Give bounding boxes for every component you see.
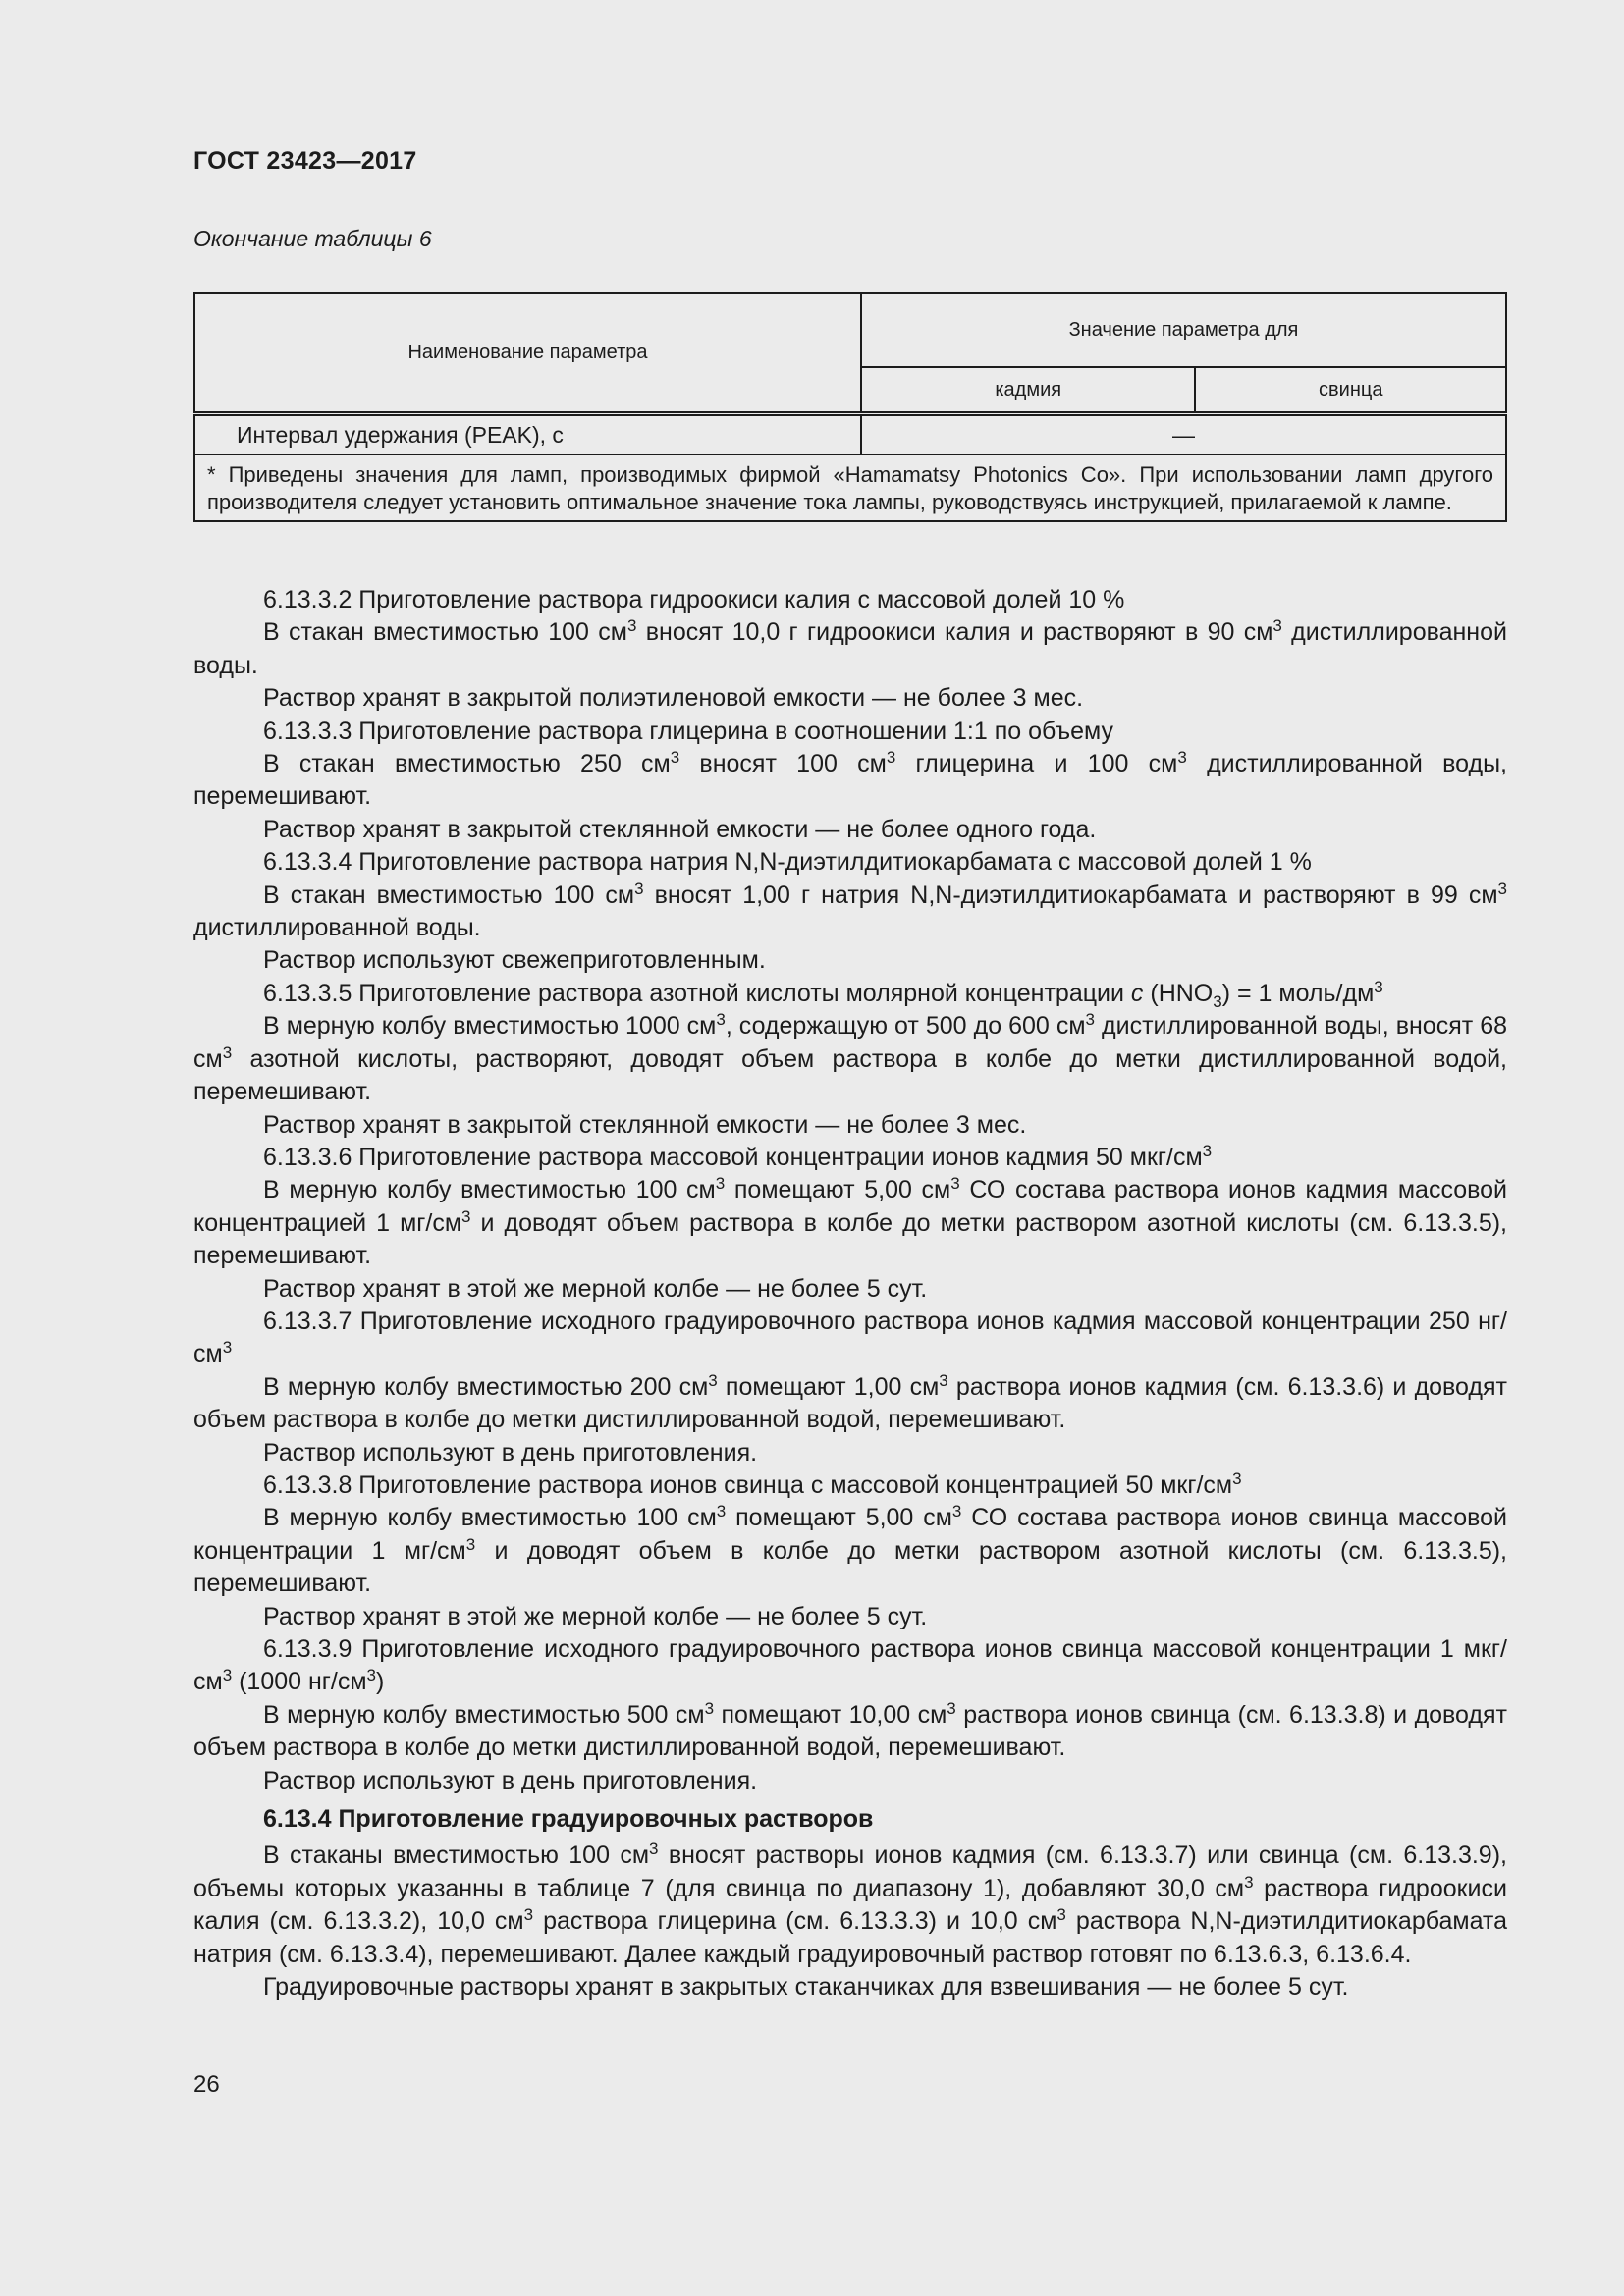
paragraph: 6.13.3.6 Приготовление раствора массовой концентрации ионов кадмия 50 мкг/$см^3$ [263,1141,1213,1171]
paragraph: Раствор используют свежеприготовленным. [263,946,766,975]
paragraph: 6.13.3.4 Приготовление раствора натрия N,N-диэтилдитиокарбамата с массовой долей 1 % [263,848,1312,877]
col-header-cadmium: кадмия [861,367,1195,414]
paragraph: 6.13.3.8 Приготовление раствора ионов свинца с массовой концентрацией 50 мкг/$см^3$ [263,1468,1242,1499]
col-header-parameter-name: Наименование параметра [194,293,861,414]
paragraph: Раствор хранят в закрытой стеклянной емкости — не более 3 мес. [263,1110,1027,1139]
paragraph: Раствор хранят в закрытой полиэтиленовой емкости — не более 3 мес. [263,684,1084,713]
paragraph: В мерную колбу вместимостью 500 $см^3$ помещают 10,00 $см^3$ раствора ионов свинца (см. 6.13.3.8) и доводят объем раствора в колбе до метки дистиллированной водой, перемешивают. [193,1698,1507,1762]
section-heading: 6.13.4 Приготовление градуировочных растворов [263,1805,874,1834]
paragraph: В мерную колбу вместимостью 100 $см^3$ помещают 5,00 $см^3$ СО состава раствора ионов кадмия массовой концентрацией 1 $мг/см^3$ и доводят объем раствора в колбе до метки раствором азотной кислоты (см. 6.13.3.5), перемешивают. [193,1174,1508,1270]
paragraph: Градуировочные растворы хранят в закрытых стаканчиках для взвешивания — не более 5 сут. [263,1973,1349,2002]
paragraph: Раствор хранят в этой же мерной колбе — не более 5 сут. [263,1274,928,1303]
paragraph: В мерную колбу вместимостью 1000 $см^3$, содержащую от 500 до 600 $см^3$ дистиллированной воды, вносят 68 $см^3$ азотной кислоты, растворяют, доводят объем раствора в колбе до метки дистиллированной водой, перемешивают. [193,1010,1507,1106]
paragraph: 6.13.3.9 Приготовление исходного градуировочного раствора ионов свинца массовой концентрации 1 мкг/$см^3$ (1000 $нг/см^3$) [193,1635,1507,1696]
page-number: 26 [193,2071,220,2098]
row-parameter-name: Интервал удержания (PEAK), с [194,414,861,455]
table-caption: Окончание таблицы 6 [193,226,432,251]
paragraph: 6.13.3.2 Приготовление раствора гидроокиси калия с массовой долей 10 % [263,586,1125,614]
paragraph: В мерную колбу вместимостью 100 $см^3$ помещают 5,00 $см^3$ СО состава раствора ионов свинца массовой концентрации 1 $мг/см^3$ и доводят объем в колбе до метки раствором азотной кислоты (см. 6.13.3.5), перемешивают. [193,1502,1507,1598]
col-header-lead: свинца [1195,367,1506,414]
paragraph: Раствор хранят в закрытой стеклянной емкости — не более одного года. [263,815,1097,843]
paragraph: В стакан вместимостью 100 $см^3$ вносят 1,00 г натрия N,N-диэтилдитиокарбамата и растворяют в 99 $см^3$ дистиллированной воды. [193,879,1508,942]
body-text [193,584,1507,2003]
paragraph: В мерную колбу вместимостью 200 $см^3$ помещают 1,00 $см^3$ раствора ионов кадмия (см. 6.13.3.6) и доводят объем раствора в колбе до метки дистиллированной водой, перемешивают. [193,1370,1507,1434]
paragraph: В стакан вместимостью 100 $см^3$ вносят 10,0 г гидроокиси калия и растворяют в 90 $см^3$ дистиллированной воды. [193,616,1507,679]
paragraph: В стакан вместимостью 250 $см^3$ вносят 100 $см^3$ глицерина и 100 $см^3$ дистиллированной воды, перемешивают. [193,748,1507,811]
col-header-parameter-value: Значение параметра для [861,293,1506,367]
document-code-header: ГОСТ 23423—2017 [193,147,417,175]
table-footnote: * Приведены значения для ламп, производимых фирмой «Hamamatsy Photonics Co». При использовании ламп другого производителя следует установить оптимальное значение тока лампы, руководствуясь инструкцией, прилагаемой к лампе. [194,454,1506,521]
paragraph: 6.13.3.5 Приготовление раствора азотной кислоты молярной концентрации c $(HNO_3) = 1$ моль/$дм^3$ [263,977,1383,1011]
paragraph: 6.13.3.7 Приготовление исходного градуировочного раствора ионов кадмия массовой концентрации 250 $нг/см^3$ [193,1307,1507,1368]
paragraph: Раствор используют в день приготовления. [263,1766,758,1794]
parameter-table [193,292,1507,522]
paragraph: Раствор хранят в этой же мерной колбе — не более 5 сут. [263,1602,928,1630]
paragraph: Раствор используют в день приготовления. [263,1438,758,1467]
paragraph: В стаканы вместимостью 100 $см^3$ вносят растворы ионов кадмия (см. 6.13.3.7) или свинца (см. 6.13.3.9), объемы которых указанны в таблице 7 (для свинца по диапазону 1), добавляют 30,0 $см^3$ раствора гидроокиси калия (см. 6.13.3.2), 10,0 $см^3$ раствора глицерина (см. 6.13.3.3) и 10,0 $см^3$ раствора N,N-диэтилдитиокарбамата натрия (см. 6.13.3.4), перемешивают. Далее каждый градуировочный раствор готовят по 6.13.6.3, 6.13.6.4. [193,1840,1507,1968]
paragraph: 6.13.3.3 Приготовление раствора глицерина в соотношении 1:1 по объему [263,717,1114,745]
row-parameter-value: — [861,414,1506,455]
